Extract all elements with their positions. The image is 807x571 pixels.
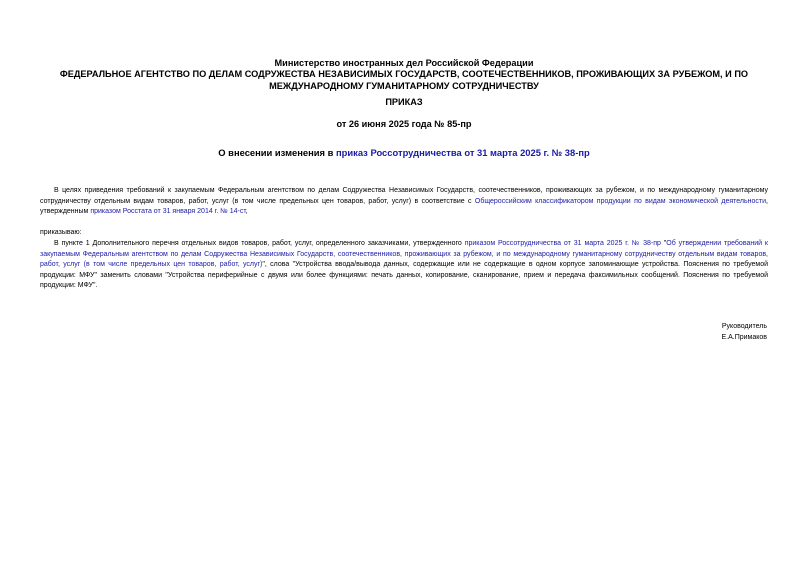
- requirements-title-link[interactable]: Об утверждении требований к закупаемым Федеральным агентством по делам Содружества Независимых Государств, соотечественников, проживающих за рубежом, и по международному гуманитарному сотрудничеству отдельным видам товаров, работ, услуг (в том числе предельных цен товаров, работ, услуг): [40, 240, 768, 269]
- preamble-text: В целях приведения требований к закупаемым Федеральным агентством по делам Содружества Независимых Государств, соотечественников, проживающих за рубежом, и по международному гуманитарному сотрудничеству отдельным видам товаров, работ, услуг (в том числе предельных цен товаров, работ, услуг) в соответствие с: [40, 187, 768, 205]
- preamble-text: ,: [245, 208, 248, 216]
- document-title-link[interactable]: приказ Россотрудничества от 31 марта 2025 г. № 38-пр: [336, 147, 590, 158]
- signatory-position: Руководитель: [721, 323, 767, 330]
- document-date: от 26 июня 2025 года № 85-пр: [336, 119, 472, 129]
- okpd-classifier-link[interactable]: Общероссийским классификатором продукции по видам экономической деятельности: [474, 197, 767, 205]
- agency-name: [40, 69, 768, 92]
- document-title: [40, 147, 768, 159]
- document-title-prefix: О внесении изменения в: [218, 147, 336, 158]
- agency-name-line-2: МЕЖДУНАРОДНОМУ ГУМАНИТАРНОМУ СОТРУДНИЧЕСТВУ: [269, 80, 539, 91]
- ministry-name: Министерство иностранных дел Российской Федерации: [274, 58, 534, 68]
- order-word: приказываю:: [40, 229, 82, 236]
- rosstat-order-link[interactable]: приказом Росстата от 31 января 2014 г. № 14-ст: [90, 208, 246, 216]
- amendment-paragraph: [40, 239, 768, 292]
- amendment-text: ": [660, 240, 667, 247]
- preamble-paragraph: [40, 186, 768, 218]
- order-38-link[interactable]: приказом Россотрудничества от 31 марта 2025 г. № 38-пр: [464, 240, 661, 247]
- amendment-text: ", слова "Устройства ввода/вывода данных, содержащие или не содержащие в одном корпусе запоминающие устройства. Пояснения по требуемой продукции: МФУ" заменить словами "Устройства периферийные с двумя или более функциями: печать данных, копирование, сканирование, прием и передача факсимильных сообщений. Пояснения по требуемой продукции: МФУ".: [40, 261, 768, 290]
- agency-name-line-1: ФЕДЕРАЛЬНОЕ АГЕНТСТВО ПО ДЕЛАМ СОДРУЖЕСТВА НЕЗАВИСИМЫХ ГОСУДАРСТВ, СООТЕЧЕСТВЕННИКОВ, ПРОЖИВАЮЩИХ ЗА РУБЕЖОМ, И ПО: [59, 69, 749, 79]
- preamble-text: , утвержденным: [40, 197, 768, 216]
- signatory-name: Е.А.Примаков: [721, 334, 767, 341]
- amendment-text: В пункте 1 Дополнительного перечня отдельных видов товаров, работ, услуг, определенного заказчиками, утвержденного: [54, 240, 465, 247]
- document-type: ПРИКАЗ: [385, 97, 423, 107]
